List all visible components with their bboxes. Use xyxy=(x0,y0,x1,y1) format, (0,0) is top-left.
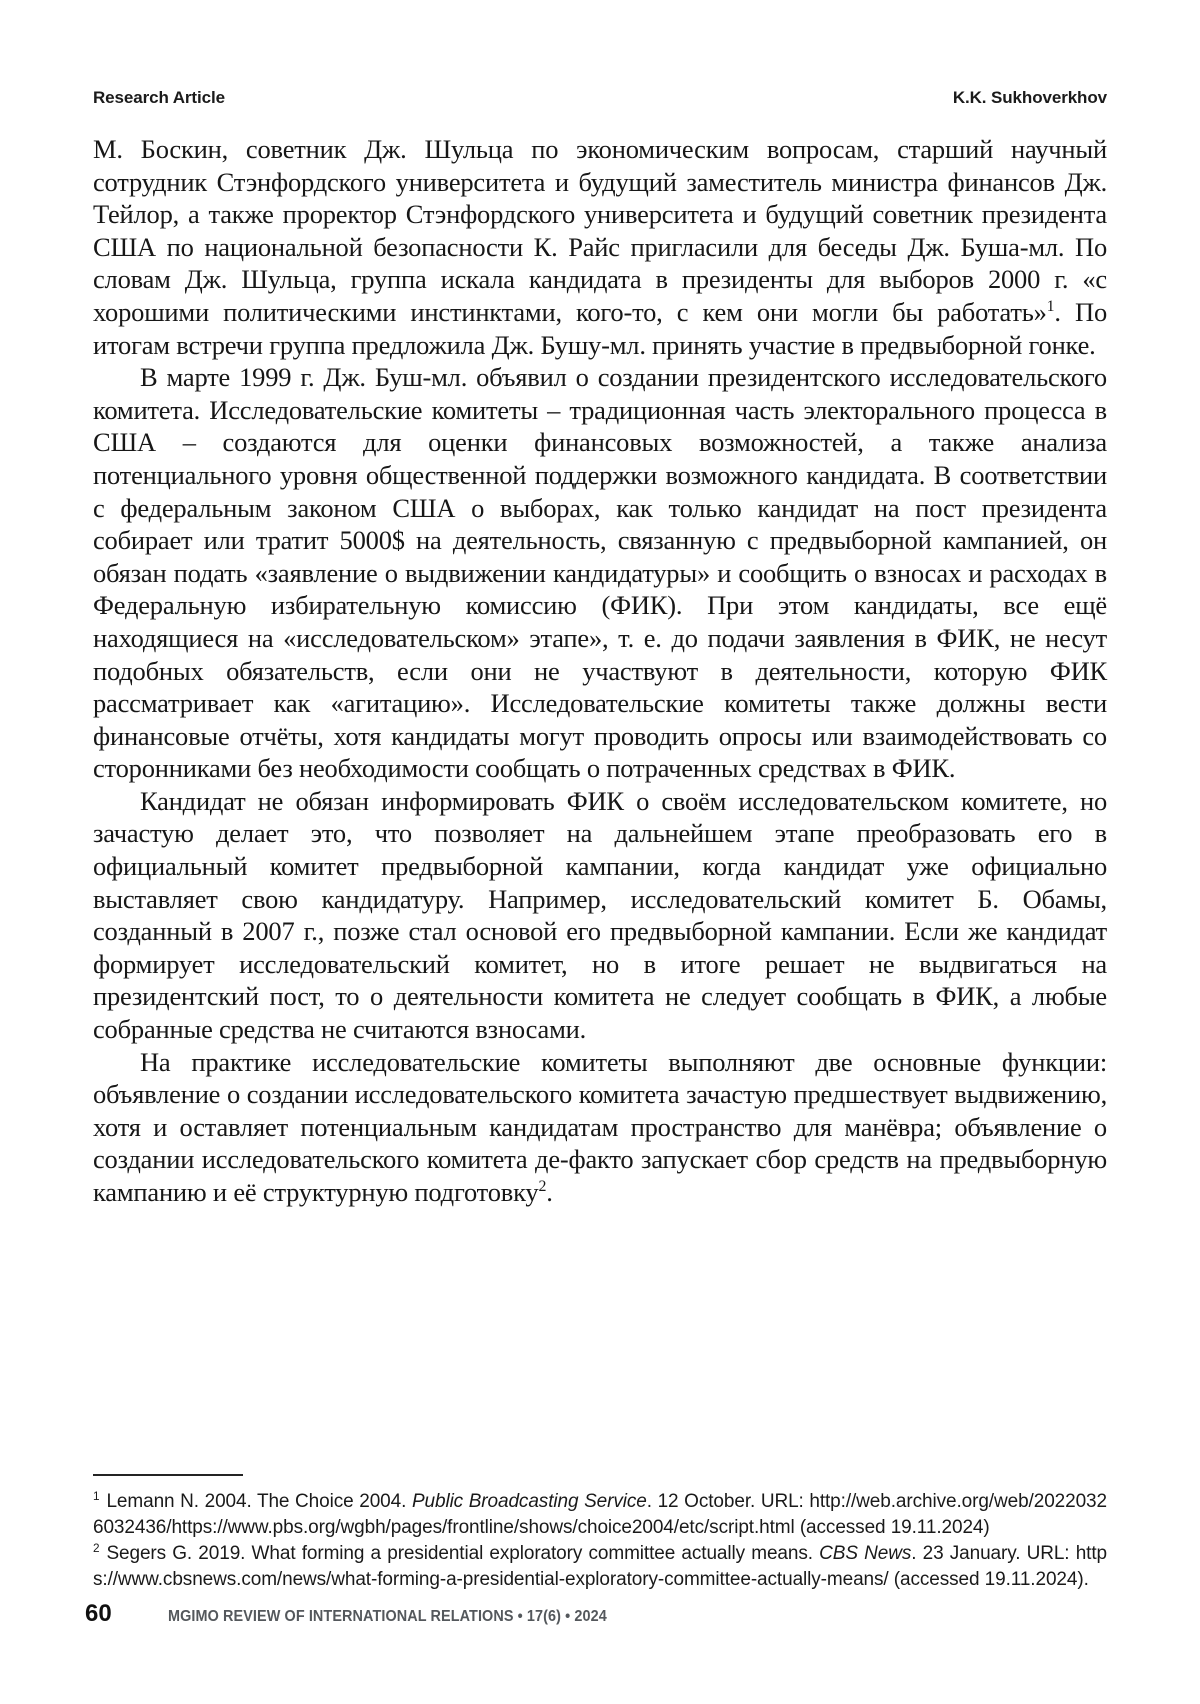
paragraph-text: Кандидат не обязан информировать ФИК о своём исследовательском комитете, но зачастую делает это, что позволяет на дальнейшем этапе преобразовать его в официальный комитет предвыборной кампании, когда кандидат уже официально выставляет свою кандидатуру. Например, исследовательский комитет Б. Обамы, созданный в 2007 г., позже стал основой его предвыборной кампании. Если же кандидат формирует исследовательский комитет, но в итоге решает не выдвигаться на президентский пост, то о деятельности комитета не следует сообщать в ФИК, а любые собранные средства не считаются взносами. xyxy=(93,785,1107,1045)
paragraph-text: . По итогам встречи группа предложила Дж. Бушу-мл. принять участие в предвыборной гонке. xyxy=(93,296,1108,360)
footnote-divider xyxy=(93,1474,243,1476)
article-type-label: Research Article xyxy=(93,88,225,107)
paragraph-text: М. Боскин, советник Дж. Шульца по экономическим вопросам, старший научный сотрудник Стэнфордского университета и будущий заместитель министра финансов Дж. Тейлор, а также проректор Стэнфордского университета и будущий советник президента США по национальной безопасности К. Райс пригласили для беседы Дж. Буша-мл. По словам Дж. Шульца, группа искала кандидата в президенты для выборов 2000 г. «с хорошими политическими инстинктами, кого-то, с кем они могли бы работать» xyxy=(93,134,1107,327)
footnote-url: http://web.archive.org/web/20220326032436/https://www.pbs.org/wgbh/pages/frontline/shows/choice2004/etc/script.html xyxy=(93,1491,1107,1538)
page-header xyxy=(93,88,1107,108)
article-body xyxy=(93,133,1107,1209)
footnote-source-title: Public Broadcasting Service xyxy=(411,1491,647,1512)
footnote-text: . 12 October. URL: xyxy=(646,1491,810,1512)
footnote-source-title: CBS News xyxy=(819,1543,912,1564)
journal-title: MGIMO REVIEW OF INTERNATIONAL RELATIONS • 17(6) • 2024 xyxy=(167,1608,607,1625)
paragraph-text: В марте 1999 г. Дж. Буш-мл. объявил о создании президентского исследовательского комитета. Исследовательские комитеты – традиционная часть электорального процесса в США – создаются для оценки финансовых возможностей, а также анализа потенциального уровня общественной поддержки возможного кандидата. В соответствии с федеральным законом США о выборах, как только кандидат на пост президента собирает или тратит 5000$ на деятельность, связанную с предвыборной кампанией, он обязан подать «заявление о выдвижении кандидатуры» и сообщить о взносах и расходах в Федеральную избирательную комиссию (ФИК). При этом кандидаты, все ещё находящиеся на «исследовательском» этапе», т. е. до подачи заявления в ФИК, не несут подобных обязательств, если они не участвуют в деятельности, которую ФИК рассматривает как «агитацию». Исследовательские комитеты также должны вести финансовые отчёты, хотя кандидаты могут проводить опросы или взаимодействовать со сторонниками без необходимости сообщать о потраченных средствах в ФИК. xyxy=(93,362,1107,784)
footnote-ref-1: 1 xyxy=(1046,298,1055,316)
page-number: 60 xyxy=(85,1600,112,1627)
footnote-text: (accessed 19.11.2024) xyxy=(794,1517,990,1538)
body-paragraph-1 xyxy=(93,133,1107,361)
footnote-text: (accessed 19.11.2024). xyxy=(888,1569,1089,1590)
footnote-marker-1: 1 xyxy=(93,1489,100,1503)
footnote-text: Lemann N. 2004. The Choice 2004. xyxy=(106,1491,412,1512)
footnote-2 xyxy=(93,1541,1107,1593)
body-paragraph-2 xyxy=(93,361,1107,785)
footnote-text: Segers G. 2019. What forming a presidential exploratory committee actually means. xyxy=(106,1543,820,1564)
footnote-url: https://www.cbsnews.com/news/what-forming-a-presidential-exploratory-committee-actually-means/ xyxy=(93,1543,1107,1590)
footnote-text: . 23 January. URL: xyxy=(911,1543,1076,1564)
author-name: K.K. Sukhoverkhov xyxy=(952,88,1107,107)
footnote-marker-2: 2 xyxy=(93,1541,100,1555)
body-paragraph-4 xyxy=(93,1046,1107,1209)
page-footer xyxy=(85,1600,1107,1628)
paragraph-text: . xyxy=(546,1177,553,1207)
footnote-1 xyxy=(93,1489,1107,1541)
footnote-ref-2: 2 xyxy=(538,1178,547,1196)
paragraph-text: На практике исследовательские комитеты выполняют две основные функции: объявление о создании исследовательского комитета зачастую предшествует выдвижению, хотя и оставляет потенциальным кандидатам пространство для манёвра; объявление о создании исследовательского комитета де-факто запускает сбор средств на предвыборную кампанию и её структурную подготовку xyxy=(93,1046,1107,1207)
footnotes-section xyxy=(93,1474,1107,1593)
body-paragraph-3 xyxy=(93,785,1107,1046)
